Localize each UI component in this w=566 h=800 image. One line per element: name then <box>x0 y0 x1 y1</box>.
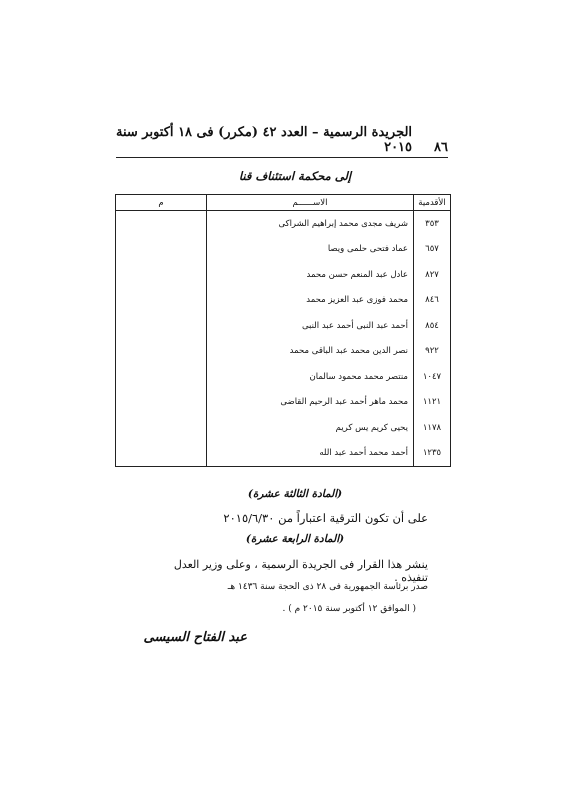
court-title: إلى محكمة استئناف قنا <box>238 169 352 183</box>
issued-line-1: صدر برئاسة الجمهورية فى ٢٨ ذى الحجة سنة ١٤٣٦ هـ <box>227 582 428 592</box>
seniority-cell: ١١٢١ <box>414 389 451 414</box>
m-cell <box>116 237 207 262</box>
signature-name: عبد الفتاح السيسى <box>143 630 247 645</box>
seniority-cell: ٦٥٧ <box>414 237 451 262</box>
seniority-cell: ٨٤٦ <box>414 288 451 313</box>
name-cell: أحمد عبد النبى أحمد عبد النبى <box>207 313 414 338</box>
seniority-cell: ١١٧٨ <box>414 415 451 440</box>
table-row <box>116 237 451 262</box>
m-cell <box>116 211 207 237</box>
article-13-title: (المادة الثالثة عشرة) <box>247 488 343 500</box>
seniority-cell: ١٢٣٥ <box>414 440 451 466</box>
col-header-seniority: الأقدمية <box>414 195 451 211</box>
m-cell <box>116 364 207 389</box>
table-row <box>116 211 451 237</box>
m-cell <box>116 415 207 440</box>
page-number: ٨٦ <box>434 140 448 155</box>
name-cell: منتصر محمد محمود سالمان <box>207 364 414 389</box>
seniority-cell: ١٠٤٧ <box>414 364 451 389</box>
name-cell: أحمد محمد أحمد عبد الله <box>207 440 414 466</box>
col-header-name: الاســــــم <box>207 195 414 211</box>
judges-table <box>115 194 451 467</box>
article-14-text: ينشر هذا القرار فى الجريدة الرسمية ، وعلى وزير العدل تنفيذه . <box>173 558 428 584</box>
name-cell: محمد فوزى عبد العزيز محمد <box>207 288 414 313</box>
col-header-m: م <box>116 195 207 211</box>
m-cell <box>116 338 207 363</box>
table-row <box>116 313 451 338</box>
seniority-cell: ٨٢٧ <box>414 262 451 287</box>
header-divider <box>116 157 448 158</box>
issued-line-2: ( الموافق ١٢ أكتوبر سنة ٢٠١٥ م ) . <box>282 604 416 614</box>
name-cell: شريف مجدى محمد إبراهيم الشراكى <box>207 211 414 237</box>
seniority-cell: ٨٥٤ <box>414 313 451 338</box>
table-row <box>116 262 451 287</box>
page-header <box>115 125 448 155</box>
seniority-cell: ٣٥٣ <box>414 211 451 237</box>
m-cell <box>116 440 207 466</box>
table-row <box>116 364 451 389</box>
gazette-title: الجريدة الرسمية – العدد ٤٢ (مكرر) فى ١٨ أكتوبر سنة ٢٠١٥ <box>115 125 413 155</box>
seniority-cell: ٩٢٢ <box>414 338 451 363</box>
table-header-row <box>116 195 451 211</box>
m-cell <box>116 262 207 287</box>
m-cell <box>116 288 207 313</box>
name-cell: نصر الدين محمد عبد الباقى محمد <box>207 338 414 363</box>
name-cell: عادل عبد المنعم حسن محمد <box>207 262 414 287</box>
article-13-text: على أن تكون الترقية اعتباراً من ٢٠١٥/٦/٣٠ <box>223 511 428 525</box>
table-row <box>116 440 451 466</box>
table-row <box>116 389 451 414</box>
m-cell <box>116 389 207 414</box>
article-14-title: (المادة الرابعة عشرة) <box>245 533 345 545</box>
name-cell: محمد ماهر أحمد عبد الرحيم القاضى <box>207 389 414 414</box>
table-row <box>116 415 451 440</box>
name-cell: عماد فتحى حلمى ويصا <box>207 237 414 262</box>
table-row <box>116 288 451 313</box>
m-cell <box>116 313 207 338</box>
name-cell: يحيى كريم يس كريم <box>207 415 414 440</box>
table-row <box>116 338 451 363</box>
